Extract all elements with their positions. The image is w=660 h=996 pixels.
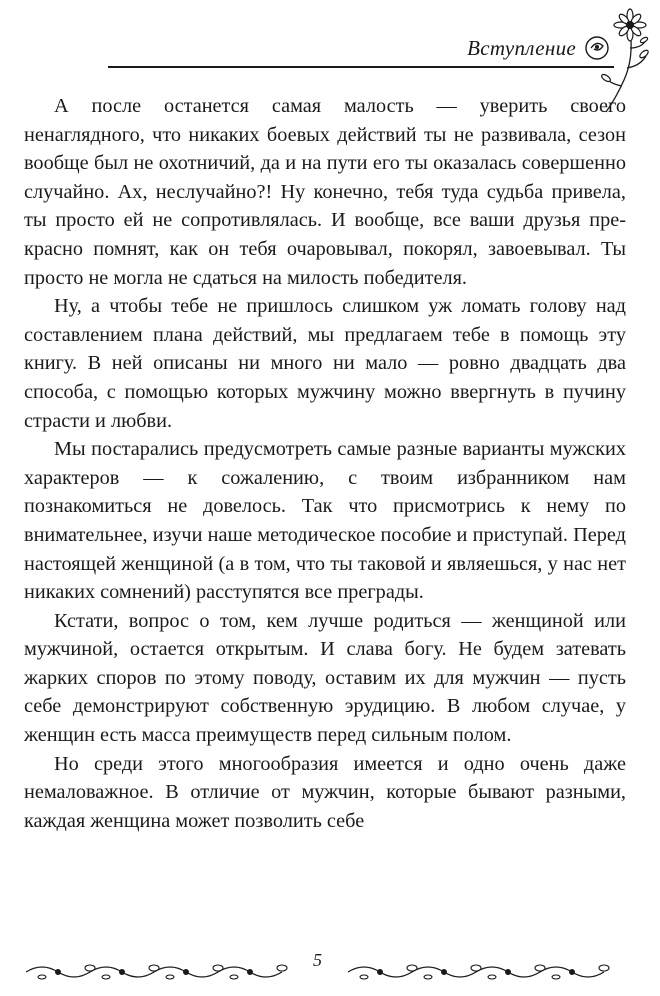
paragraph-4: Кстати, вопрос о том, кем лучше родиться — женщиной или мужчиной, остается открытым. И слава богу. Не будем затевать жарких споров по этому поводу, оставим их для мужчин — пусть себе демонстрируют собственную эрудицию. В любом случае, у женщин есть масса преимуществ перед сильным полом. [24, 609, 626, 747]
floral-border-icon [22, 958, 294, 984]
floral-border-icon [344, 958, 616, 984]
header-rule [108, 66, 614, 68]
paragraph-2: Ну, а чтобы тебе не пришлось слишком уж ломать голову над составлением плана действий, мы предлагаем тебе в помощь эту книгу. В ней описаны ни много ни мало — ровно двадцать два способа, с помощью которых мужчину можно ввергнуть в пучину страсти и любви. [24, 295, 626, 432]
paragraph-5: Но среди этого многообразия имеется и одно очень даже немаловажное. В отличие от мужчин, которые бывают разными, каждая женщина может позволить себе [24, 752, 626, 832]
section-title: Вступление [467, 36, 576, 60]
page-number: 5 [313, 950, 322, 970]
paragraph-3: Мы постарались предусмотреть самые разные варианты мужских характеров — к сожалению, с твоим избранником нам познакомиться не довелось. Так что присмотрись к нему по внимательнее, изучи наше методическое пособие и приступай. Перед настоящей женщиной (а в том, что ты таковой и являешься, у нас нет никаких сомнений) расступятся все преграды. [24, 438, 626, 604]
paragraph-1: А после останется самая малость — уверить своего ненаглядного, что никаких боевых действий ты не развивала, сезон вообще был не охотничий, да и на пути его ты оказалась совершенно случайно. Ах, неслучайно?! Ну конечно, тебя туда судьба привела, ты просто ей не сопротивлялась. И вообще, все ваши друзья прекрасно помнят, как он тебя очаровывал, покорял, завоевывал. Ты просто не могла не сдаться на милость победителя. [24, 95, 626, 289]
body-text [24, 92, 626, 835]
page-header [0, 0, 660, 80]
page-footer [0, 946, 660, 986]
